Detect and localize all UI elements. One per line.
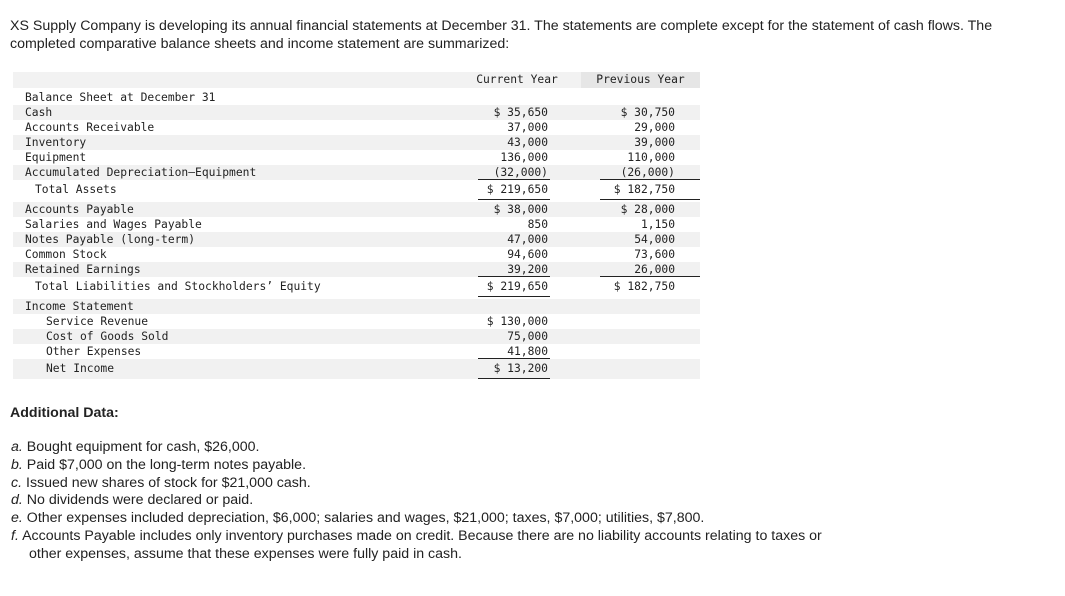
table-header [13, 72, 700, 88]
total-rule [478, 199, 550, 200]
previous-value: $ 28,000 [620, 203, 675, 216]
row-label: Inventory [25, 136, 87, 149]
current-value: 39,200 [507, 263, 548, 276]
table-row [13, 120, 700, 135]
row-label: Equipment [25, 151, 87, 164]
current-value: $ 219,650 [486, 183, 548, 196]
additional-data-list [11, 439, 1051, 564]
table-row [13, 90, 700, 105]
row-label: Cash [25, 106, 53, 119]
previous-value: 26,000 [634, 263, 675, 276]
previous-value: 1,150 [640, 218, 675, 231]
current-value: 43,000 [507, 136, 548, 149]
item-letter: a. [11, 439, 23, 455]
list-item [11, 492, 1051, 510]
list-item [11, 475, 1051, 493]
intro-paragraph [10, 17, 1040, 53]
item-letter: c. [11, 474, 23, 491]
previous-value: 39,000 [634, 136, 675, 149]
item-text: Issued new shares of stock for $21,000 cash. [26, 474, 311, 491]
table-row [13, 299, 700, 314]
previous-value: 73,600 [634, 248, 675, 261]
list-item [11, 439, 1051, 457]
header-left-cell [13, 72, 453, 88]
current-value: 136,000 [500, 151, 548, 164]
current-value: $ 35,650 [493, 106, 548, 119]
current-value: 37,000 [507, 121, 548, 134]
table-row [13, 329, 700, 344]
additional-data-title: Additional Data: [10, 405, 119, 421]
header-current-year: Current Year [453, 72, 581, 88]
current-value: $ 38,000 [493, 203, 548, 216]
row-label: Accounts Payable [25, 203, 134, 216]
current-value: $ 13,200 [493, 362, 548, 375]
current-value: $ 219,650 [486, 280, 548, 293]
row-label: Service Revenue [46, 315, 149, 328]
row-label: Accounts Receivable [25, 121, 155, 134]
item-letter: f. [11, 527, 19, 544]
item-letter: b. [11, 456, 23, 473]
current-value: 41,800 [507, 345, 548, 358]
row-label: Net Income [46, 362, 115, 375]
previous-value: 54,000 [634, 233, 675, 246]
income-statement-title: Income Statement [25, 300, 134, 313]
list-item [11, 457, 1051, 475]
row-label: Total Assets [35, 183, 117, 196]
row-label: Cost of Goods Sold [46, 330, 169, 343]
table-row [13, 232, 700, 247]
balance-sheet-title: Balance Sheet at December 31 [25, 91, 216, 104]
table-row [13, 344, 700, 359]
item-text: Other expenses included depreciation, $6,000; salaries and wages, $21,000; taxes, $7,000; utilities, $7,800. [26, 510, 705, 527]
row-label: Salaries and Wages Payable [25, 218, 202, 231]
previous-value: $ 30,750 [620, 106, 675, 119]
table-row [13, 262, 700, 277]
list-item [11, 510, 1051, 528]
current-value: 850 [527, 218, 548, 231]
previous-value: $ 182,750 [613, 280, 675, 293]
table-row [13, 150, 700, 165]
table-row [13, 165, 700, 180]
row-label: Total Liabilities and Stockholders’ Equity [35, 280, 321, 293]
previous-value: 110,000 [627, 151, 675, 164]
table-row [13, 217, 700, 232]
current-value: 75,000 [507, 330, 548, 343]
previous-value: $ 182,750 [613, 183, 675, 196]
list-item-continuation: other expenses, assume that these expenses were fully paid in cash. [29, 545, 462, 562]
item-letter: e. [11, 510, 23, 527]
table-row [13, 202, 700, 217]
row-label: Retained Earnings [25, 263, 141, 276]
table-row [13, 359, 700, 379]
item-text: Accounts Payable includes only inventory purchases made on credit. Because there are no liability accounts relating to taxes or [22, 527, 822, 544]
table-row [13, 247, 700, 262]
row-label: Other Expenses [46, 345, 142, 358]
total-rule [478, 378, 550, 379]
previous-value: (26,000) [620, 166, 675, 179]
header-previous-year: Previous Year [581, 72, 700, 88]
list-item [11, 528, 1051, 546]
item-letter: d. [11, 492, 23, 509]
item-text: No dividends were declared or paid. [26, 492, 254, 509]
current-value: 94,600 [507, 248, 548, 261]
previous-value: 29,000 [634, 121, 675, 134]
table-row [13, 180, 700, 200]
item-text: Paid $7,000 on the long-term notes payable. [26, 456, 307, 473]
current-value: 47,000 [507, 233, 548, 246]
row-label: Notes Payable (long-term) [25, 233, 196, 246]
current-value: $ 130,000 [486, 315, 548, 328]
table-row [13, 105, 700, 120]
total-rule [600, 199, 700, 200]
financial-table [13, 72, 700, 379]
table-row [13, 277, 700, 297]
total-rule [478, 296, 550, 297]
current-value: (32,000) [493, 166, 548, 179]
row-label: Common Stock [25, 248, 107, 261]
intro-text: XS Supply Company is developing its annual financial statements at December 31. The statements are complete except for the statement of cash flows. The completed comparative balance sheets and income statement are summarized: [10, 18, 993, 52]
item-text: Bought equipment for cash, $26,000. [26, 439, 260, 455]
table-row [13, 135, 700, 150]
row-label: Accumulated Depreciation—Equipment [25, 166, 257, 179]
table-row [13, 314, 700, 329]
